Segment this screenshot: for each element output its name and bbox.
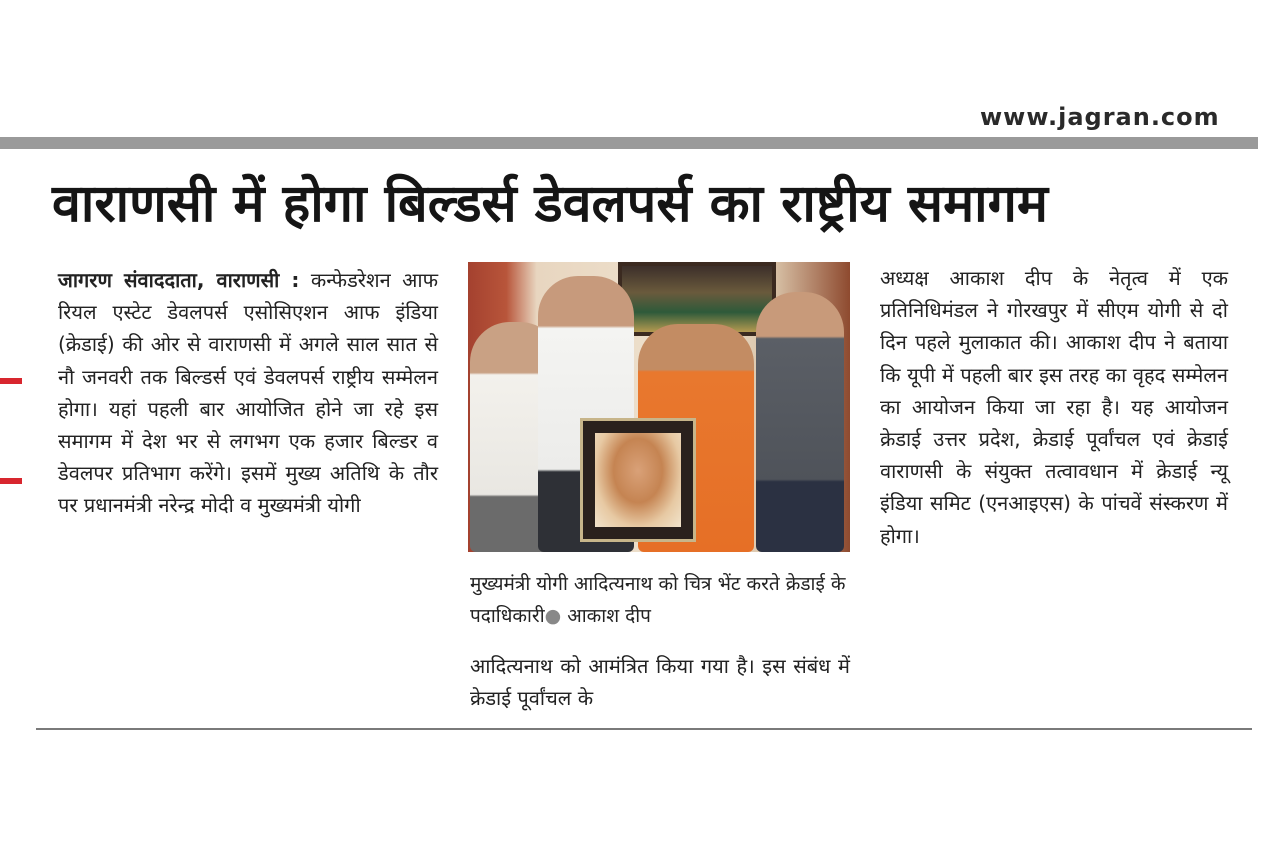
headline: वाराणसी में होगा बिल्डर्स डेवलपर्स का राष्ट्रीय समागम (52, 174, 1049, 234)
margin-mark (0, 378, 22, 384)
column-3-text: अध्यक्ष आकाश दीप के नेतृत्व में एक प्रतिनिधिमंडल ने गोरखपुर में सीएम योगी से दो दिन पहले मुलाकात की। आकाश दीप ने बताया कि यूपी में पहली बार इस तरह का वृहद सम्मेलन का आयोजन किया जा रहा है। यह आयोजन क्रेडाई उत्तर प्रदेश, क्रेडाई पूर्वांचल एवं क्रेडाई वाराणसी के संयुक्त तत्वावधान में क्रेडाई न्यू इंडिया समिट (एनआइएस) के पांचवें संस्करण में होगा। (880, 266, 1228, 548)
margin-mark (0, 478, 22, 484)
article-column-1 (58, 264, 438, 522)
column-1-text: कन्फेडरेशन आफ रियल एस्टेट डेवलपर्स एसोसिएशन आफ इंडिया (क्रेडाई) की ओर से वाराणसी में अगले साल सात से नौ जनवरी तक बिल्डर्स एवं डेवलपर्स राष्ट्रीय सम्मेलन होगा। यहां पहली बार आयोजित होने जा रहे इस समागम में देश भर से लगभग एक हजार बिल्डर व डेवलपर प्रतिभाग करेंगे। इसमें मुख्य अतिथि के तौर पर प्रधानमंत्री नरेन्द्र मोदी व मुख्यमंत्री योगी (58, 268, 439, 518)
site-url: www.jagran.com (980, 104, 1220, 130)
byline: जागरण संवाददाता, वाराणसी : (58, 268, 300, 292)
article-column-3 (880, 262, 1228, 552)
photo-credit: आकाश दीप (567, 605, 651, 627)
caption-text: मुख्यमंत्री योगी आदित्यनाथ को चित्र भेंट करते क्रेडाई के पदाधिकारी (470, 573, 846, 627)
article-photo (468, 262, 850, 552)
bottom-rule (36, 728, 1252, 730)
portrait-frame (580, 418, 696, 542)
article-column-2 (470, 650, 850, 714)
photo-caption (470, 568, 850, 632)
bullet-icon: ● (544, 605, 562, 627)
top-rule (0, 137, 1258, 149)
column-2-text: आदित्यनाथ को आमंत्रित किया गया है। इस संबंध में क्रेडाई पूर्वांचल के (470, 654, 850, 711)
person-figure (756, 292, 844, 552)
